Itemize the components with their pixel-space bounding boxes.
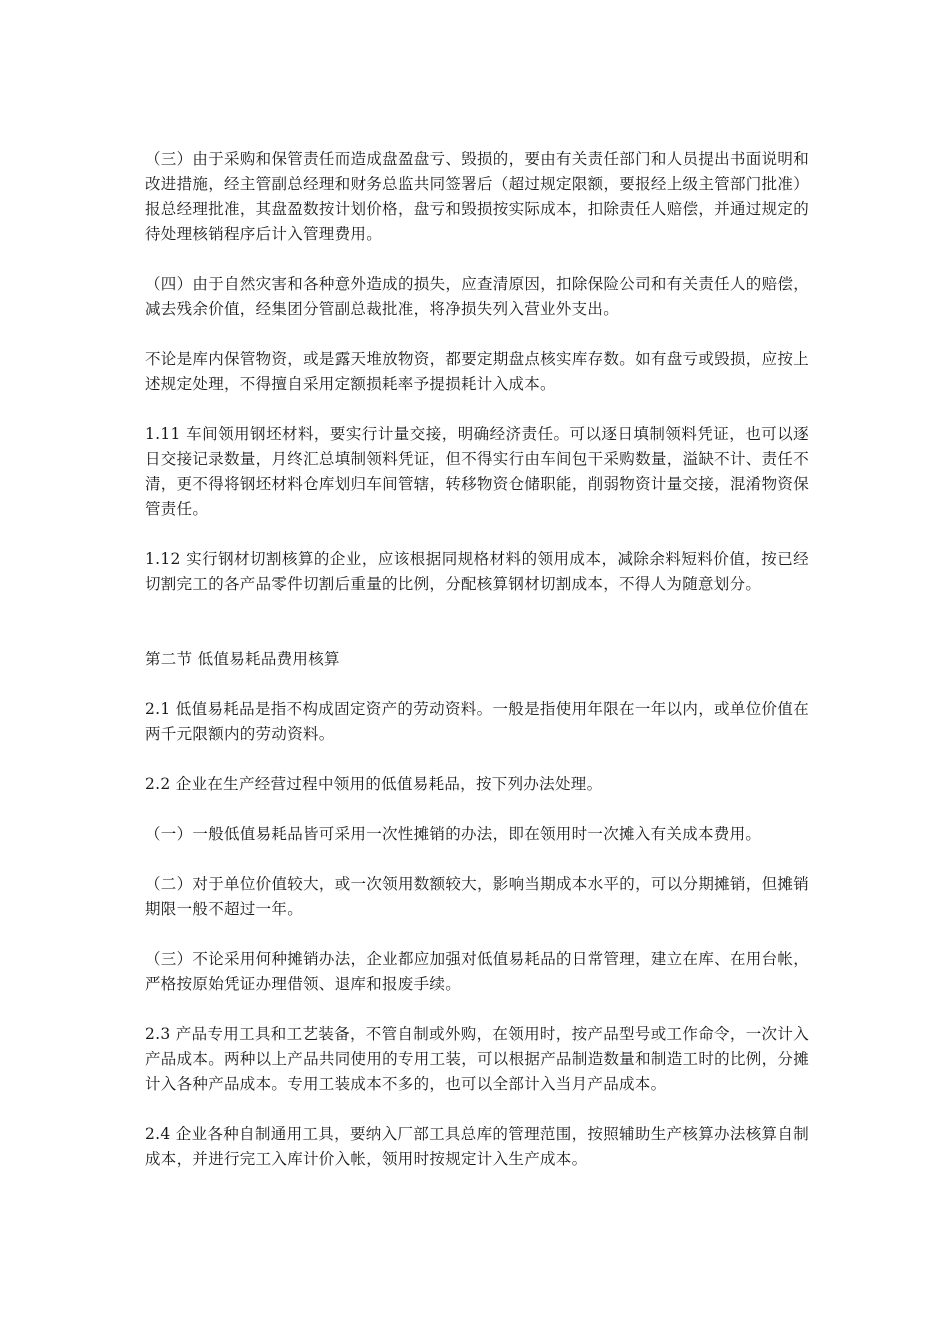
paragraph-2-2-item-3: （三）不论采用何种摊销办法，企业都应加强对低值易耗品的日常管理，建立在库、在用台帐，严格按原始凭证办理借领、退库和报废手续。 — [145, 950, 809, 993]
paragraph-1-11: 1.11 车间领用钢坯材料，要实行计量交接，明确经济责任。可以逐日填制领料凭证，也可以逐日交接记录数量，月终汇总填制领料凭证，但不得实行由车间包干采购数量，溢缺不计、责任不清，更不得将钢坯材料仓库划归车间管辖，转移物资仓储职能，削弱物资计量交接，混淆物资保管责任。 — [145, 425, 809, 518]
paragraph-2-1: 2.1 低值易耗品是指不构成固定资产的劳动资料。一般是指使用年限在一年以内，或单位价值在两千元限额内的劳动资料。 — [145, 700, 809, 743]
paragraph-2-3: 2.3 产品专用工具和工艺装备，不管自制或外购，在领用时，按产品型号或工作命令，一次计入产品成本。两种以上产品共同使用的专用工装，可以根据产品制造数量和制造工时的比例，分摊计入各种产品成本。专用工装成本不多的，也可以全部计入当月产品成本。 — [145, 1025, 809, 1093]
paragraph-1-12: 1.12 实行钢材切割核算的企业，应该根据同规格材料的领用成本，减除余料短料价值，按已经切割完工的各产品零件切割后重量的比例，分配核算钢材切割成本，不得人为随意划分。 — [145, 550, 809, 593]
paragraph-3-responsibility-loss: （三）由于采购和保管责任而造成盘盈盘亏、毁损的，要由有关责任部门和人员提出书面说明和改进措施，经主管副总经理和财务总监共同签署后（超过规定限额，要报经上级主管部门批准）报总经理批准，其盘盈数按计划价格，盘亏和毁损按实际成本，扣除责任人赔偿，并通过规定的待处理核销程序后计入管理费用。 — [145, 150, 809, 243]
paragraph-2-4: 2.4 企业各种自制通用工具，要纳入厂部工具总库的管理范围，按照辅助生产核算办法核算自制成本，并进行完工入库计价入帐，领用时按规定计入生产成本。 — [145, 1125, 809, 1168]
paragraph-2-2-item-2: （二）对于单位价值较大，或一次领用数额较大，影响当期成本水平的，可以分期摊销，但摊销期限一般不超过一年。 — [145, 875, 809, 918]
section-heading: 第二节 低值易耗品费用核算 — [145, 650, 340, 668]
document-page — [145, 147, 809, 1197]
paragraph-2-2-item-1: （一）一般低值易耗品皆可采用一次性摊销的办法，即在领用时一次摊入有关成本费用。 — [145, 825, 762, 843]
paragraph-2-2: 2.2 企业在生产经营过程中领用的低值易耗品，按下列办法处理。 — [145, 775, 603, 793]
paragraph-4-natural-disaster-loss: （四）由于自然灾害和各种意外造成的损失，应查清原因，扣除保险公司和有关责任人的赔偿，减去残余价值，经集团分管副总裁批准，将净损失列入营业外支出。 — [145, 275, 809, 318]
paragraph-inventory-check: 不论是库内保管物资，或是露天堆放物资，都要定期盘点核实库存数。如有盘亏或毁损，应按上述规定处理，不得擅自采用定额损耗率予提损耗计入成本。 — [145, 350, 809, 393]
